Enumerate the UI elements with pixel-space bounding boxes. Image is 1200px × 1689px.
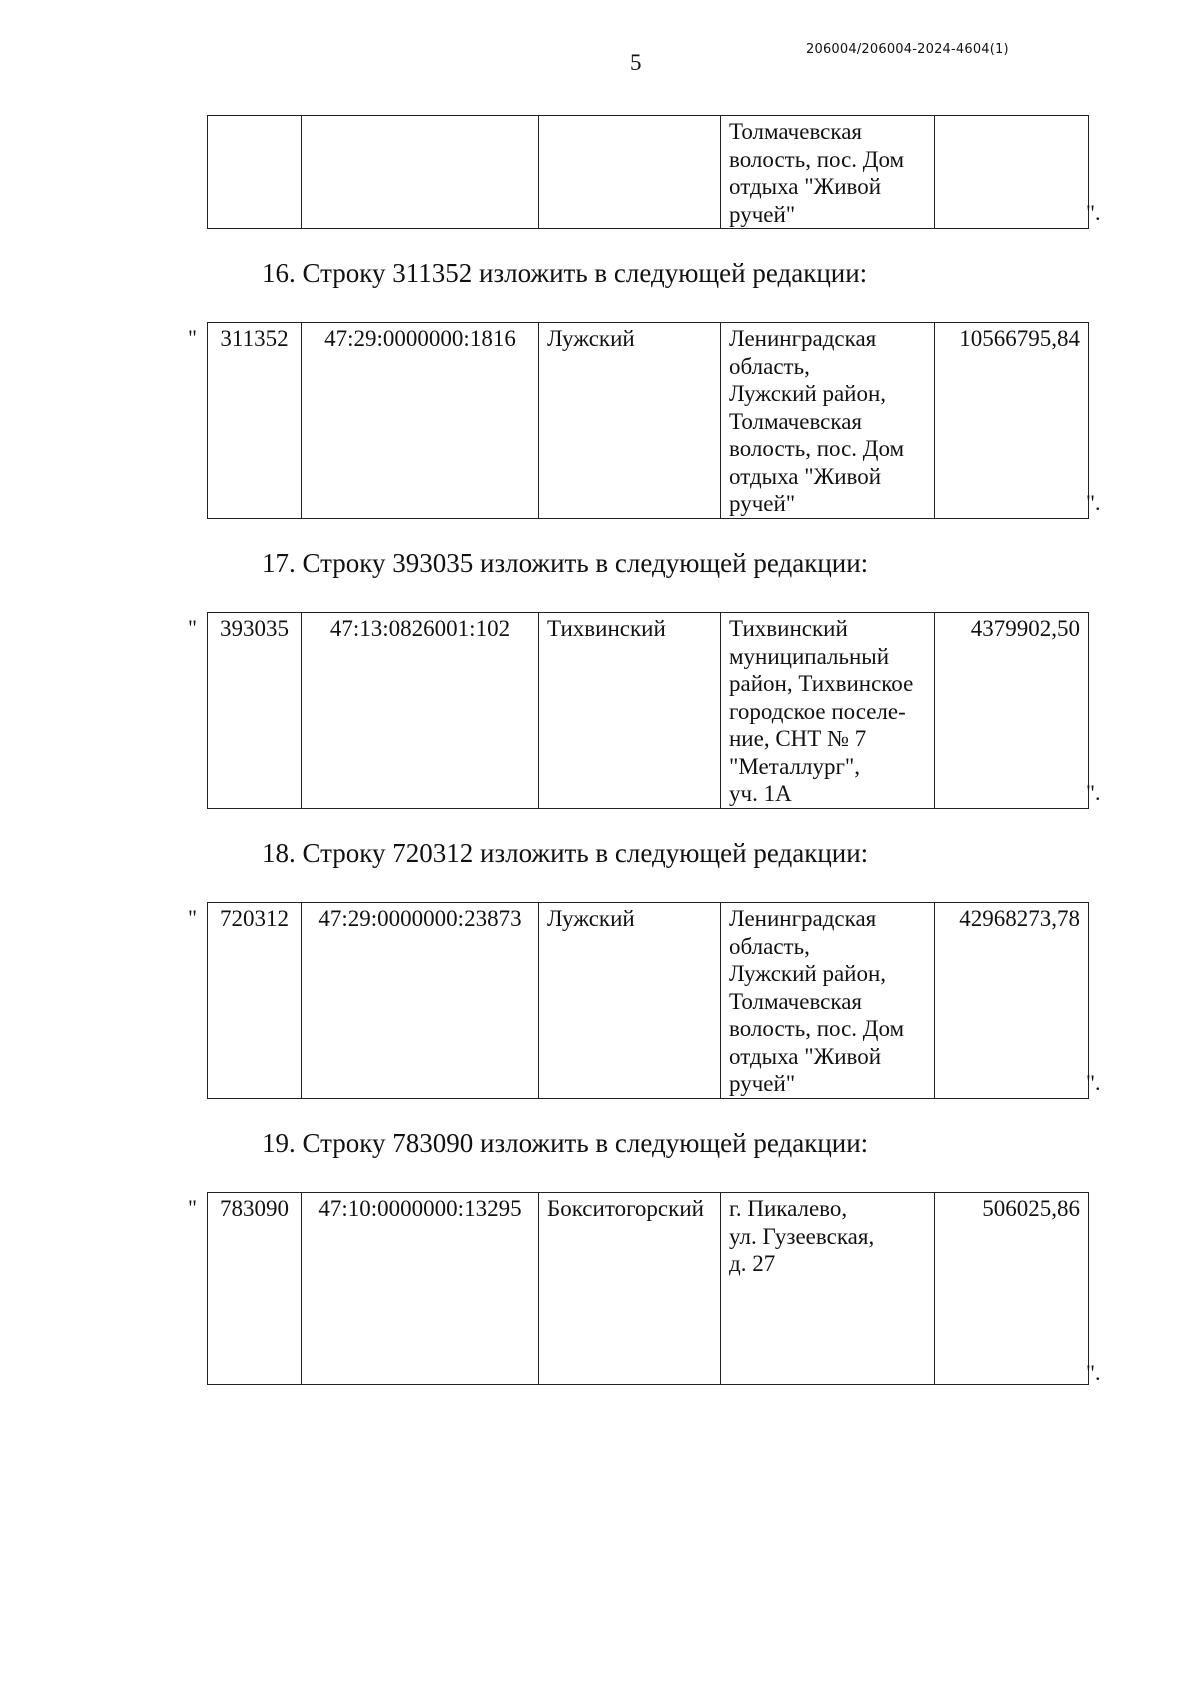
address-line: отдыха "Живой [729,463,882,489]
section-heading: 19. Строку 783090 изложить в следующей редакции: [262,1128,869,1158]
cell-value: 42968273,78 [935,903,1089,1099]
closing-quote: ". [1086,490,1101,515]
address-line: Тихвинский [729,616,848,641]
table-row [208,903,1089,1099]
address-line: Толмачевская [729,119,863,144]
address-line: область, [729,933,810,959]
address-line: волость, пос. Дом [729,436,905,461]
address-line: Ленинградская [729,906,877,931]
address-line: уч. 1А [729,781,792,806]
opening-quote: " [188,325,197,350]
opening-quote: " [188,905,197,930]
cell-value: 10566795,84 [935,323,1089,519]
table-row-783090 [207,1192,1089,1385]
address-line: отдыха "Живой [729,1043,882,1069]
section-heading: 16. Строку 311352 изложить в следующей редакции: [262,258,868,288]
address-line: отдыха "Живой [729,174,882,199]
address-line: Ленинградская [729,326,877,351]
address-line: Лужский район, [729,961,887,986]
cell-district [539,116,721,229]
address-line: ние, СНТ № 7 [729,726,867,751]
section-heading: 18. Строку 720312 изложить в следующей редакции: [262,838,869,868]
table-row [208,323,1089,519]
closing-quote: ". [1086,780,1101,805]
cell-row-number: 720312 [208,903,302,1099]
address-line: д. 27 [729,1251,776,1276]
opening-quote: " [188,615,197,640]
table-row [208,116,1089,229]
address-line: район, Тихвинское [729,671,914,696]
address-line: Лужский район, [729,381,887,406]
closing-quote: ". [1086,1070,1101,1095]
table-row-393035 [207,612,1089,809]
address-line: Толмачевская [729,988,863,1014]
address-line: ул. Гузеевская, [729,1223,875,1249]
cell-row-number [208,116,302,229]
table-row-720312 [207,902,1089,1099]
closing-quote: ". [1086,1360,1101,1385]
cell-address [721,903,935,1099]
address-line: волость, пос. Дом [729,146,905,172]
address-line: г. Пикалево, [729,1196,848,1221]
section-heading: 17. Строку 393035 изложить в следующей редакции: [262,548,869,578]
cell-address [721,323,935,519]
address-line: городское поселе- [729,698,906,724]
address-line: ручей" [729,491,796,516]
cell-address [721,613,935,809]
cell-value [935,116,1089,229]
address-line: область, [729,353,810,379]
document-id: 206004/206004-2024-4604(1) [806,42,1009,57]
cell-cadastral-number [302,116,539,229]
cell-cadastral-number: 47:29:0000000:1816 [302,323,539,519]
table-row [208,1193,1089,1385]
cell-district: Бокситогорский [539,1193,721,1385]
cell-cadastral-number: 47:10:0000000:13295 [302,1193,539,1385]
cell-row-number: 783090 [208,1193,302,1385]
cell-address [721,1193,935,1385]
table-row-311352 [207,322,1089,519]
page-number: 5 [630,50,642,75]
address-line: муниципальный [729,643,890,669]
closing-quote: ". [1086,200,1101,225]
cell-cadastral-number: 47:13:0826001:102 [302,613,539,809]
address-line: Толмачевская [729,408,863,434]
address-line: ручей" [729,201,796,227]
cell-value: 4379902,50 [935,613,1089,809]
table-continuation [207,115,1089,229]
cell-address [721,116,935,229]
address-line: "Металлург", [729,753,861,779]
cell-row-number: 393035 [208,613,302,809]
address-line: волость, пос. Дом [729,1016,905,1041]
cell-value: 506025,86 [935,1193,1089,1385]
cell-district: Тихвинский [539,613,721,809]
cell-cadastral-number: 47:29:0000000:23873 [302,903,539,1099]
cell-district: Лужский [539,323,721,519]
opening-quote: " [188,1195,197,1220]
address-line: ручей" [729,1071,796,1096]
cell-district: Лужский [539,903,721,1099]
table-row [208,613,1089,809]
cell-row-number: 311352 [208,323,302,519]
